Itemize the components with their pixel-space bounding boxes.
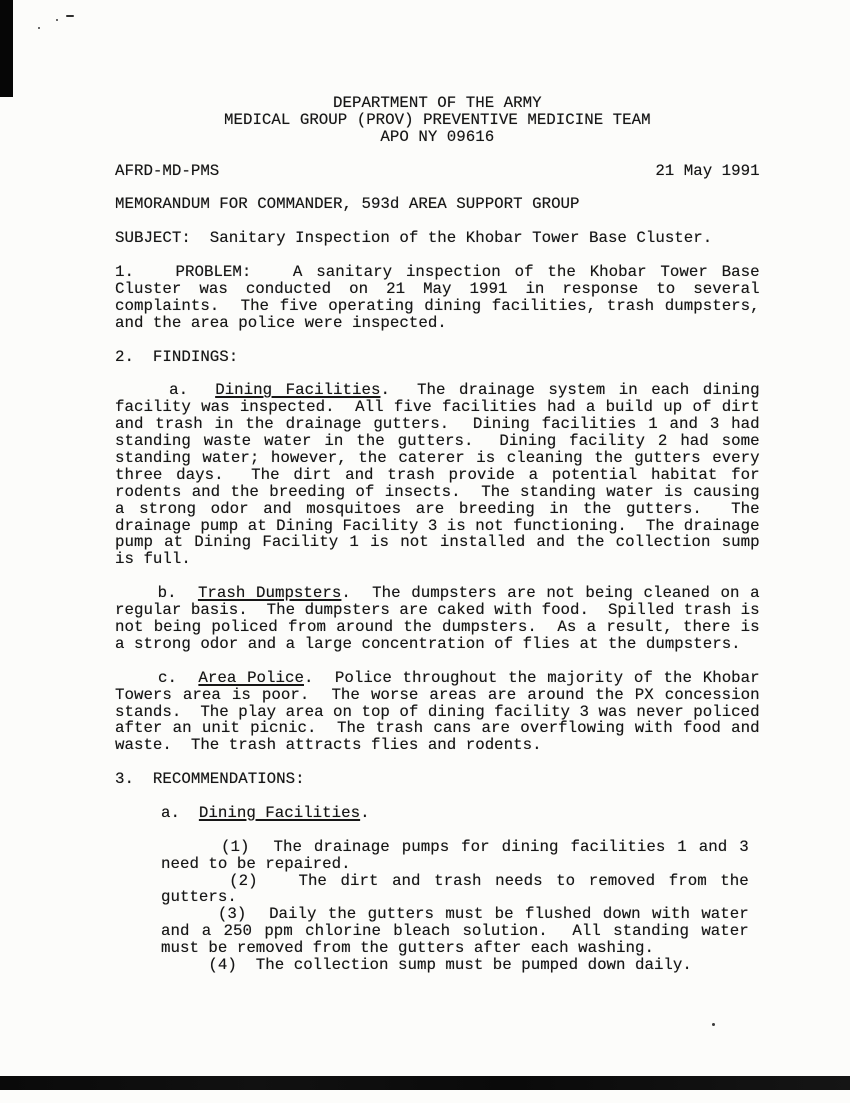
letterhead-line-3: APO NY 09616 xyxy=(380,127,495,146)
letterhead-line-1: DEPARTMENT OF THE ARMY xyxy=(333,94,542,112)
memorandum-for-line: MEMORANDUM FOR COMMANDER, 593d AREA SUPPORT GROUP xyxy=(115,195,580,214)
office-symbol: AFRD-MD-PMS xyxy=(115,161,220,180)
letterhead xyxy=(115,95,760,146)
scan-speck xyxy=(712,1023,715,1026)
recommendations-heading: 3. RECOMMENDATIONS: xyxy=(115,770,305,789)
letterhead-line-2: MEDICAL GROUP (PROV) PREVENTIVE MEDICINE TEAM xyxy=(224,110,651,129)
memo-content xyxy=(115,94,770,975)
finding-c-paragraph xyxy=(115,668,770,755)
recommendation-a-label: a. xyxy=(161,803,199,822)
finding-c-label: c. xyxy=(115,668,199,687)
memo-date: 21 May 1991 xyxy=(655,161,760,180)
finding-a-body: . The drainage system in each dining facility was inspected. All five facilities had a build up of dirt and trash in the drainage gutters. Dining facilities 1 and 3 had standing waste water in the gutters. Dining facility 2 had some standing water; however, the caterer is cleaning the gutters every three days. The dirt and trash provide a potential habitat for rodents and the breeding of insects. The standing water is causing a strong odor and mosquitoes are breeding in the gutters. The drainage pump at Dining Facility 3 is not functioning. The drainage pump at Dining Facility 1 is not installed and the collection sump is full. xyxy=(115,381,770,569)
finding-c-body: . Police throughout the majority of the Khobar Towers area is poor. The worse areas are around the PX concession stands. The play area on top of dining facility 3 was never policed after an unit picnic. The trash cans are overflowing with food and waste. The trash attracts flies and rodents. xyxy=(115,668,770,755)
scan-speck xyxy=(56,19,58,21)
finding-b-body: . The dumpsters are not being cleaned on a regular basis. The dumpsters are caked with food. Spilled trash is not being policed from around the dumpsters. As a result, there is a strong odor and a large concentration of flies at the dumpsters. xyxy=(115,584,770,653)
recommendation-a-items xyxy=(161,837,759,975)
office-symbol-row xyxy=(115,163,760,180)
recommendation-item-2: (2) The dirt and trash needs to removed from the gutters. xyxy=(161,871,759,907)
scan-speck xyxy=(66,15,74,17)
scan-artifact-bottom-bar xyxy=(0,1076,850,1090)
subject-line: SUBJECT: Sanitary Inspection of the Khobar Tower Base Cluster. xyxy=(115,229,713,248)
recommendation-item-1: (1) The drainage pumps for dining facilities 1 and 3 need to be repaired. xyxy=(161,837,759,873)
recommendation-a-period: . xyxy=(360,803,370,822)
finding-c-title: Area Police xyxy=(198,668,304,687)
recommendation-a-title: Dining Facilities xyxy=(198,803,361,822)
problem-paragraph: 1. PROBLEM: A sanitary inspection of the Khobar Tower Base Cluster was conducted on 21 May 1991 in response to several complaints. The five operating dining facilities, trash dumpsters, and the area police were inspected. xyxy=(115,263,770,332)
scan-artifact-left-bar xyxy=(0,0,13,97)
finding-a-title: Dining Facilities xyxy=(215,381,381,400)
finding-a-label: a. xyxy=(115,381,216,400)
findings-heading: 2. FINDINGS: xyxy=(115,347,239,366)
recommendation-item-4: (4) The collection sump must be pumped down daily. xyxy=(161,956,692,975)
recommendation-a-heading xyxy=(161,805,760,822)
finding-b-paragraph xyxy=(115,584,770,653)
finding-a-paragraph xyxy=(115,381,770,569)
finding-b-label: b. xyxy=(115,584,198,603)
scan-speck xyxy=(38,27,40,29)
finding-b-title: Trash Dumpsters xyxy=(197,584,342,603)
recommendation-item-3: (3) Daily the gutters must be flushed down with water and a 250 ppm chlorine bleach solution. All standing water must be removed from the gutters after each washing. xyxy=(161,905,759,958)
